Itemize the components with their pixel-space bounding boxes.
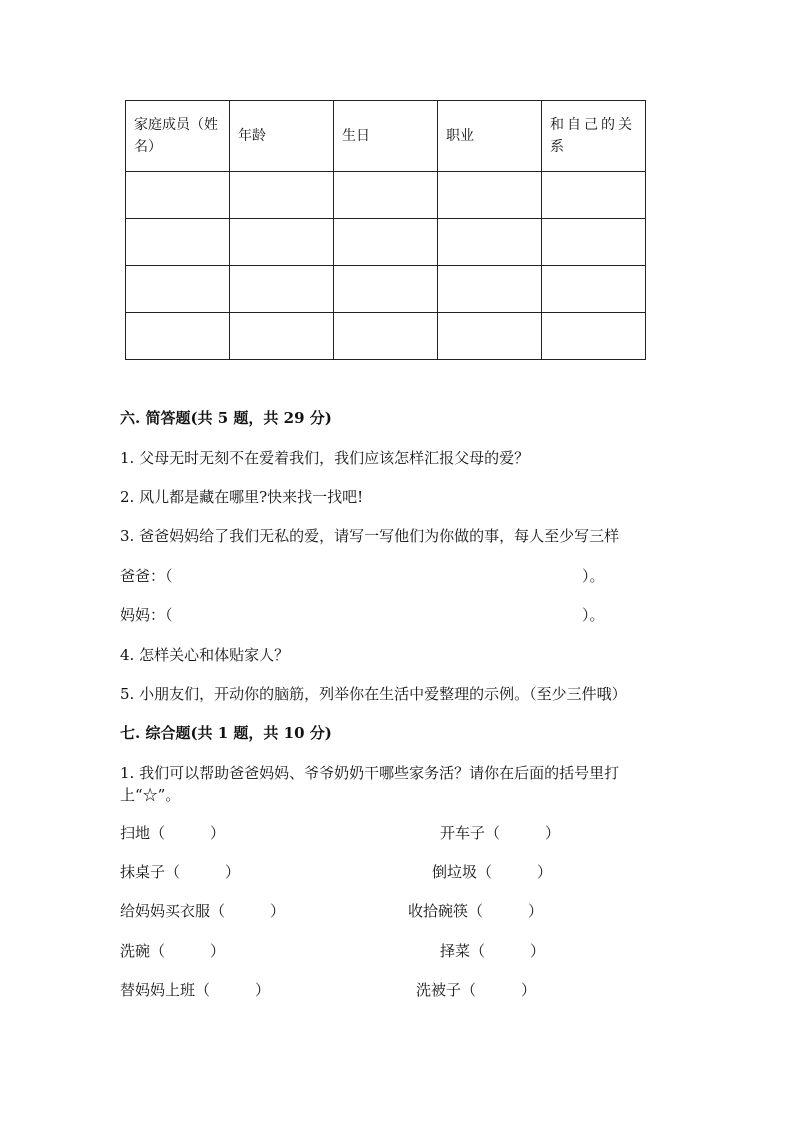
- table-cell[interactable]: [230, 266, 334, 313]
- header-age: 年龄: [230, 101, 334, 172]
- table-cell[interactable]: [542, 172, 646, 219]
- table-cell[interactable]: [126, 219, 230, 266]
- table-cell[interactable]: [230, 172, 334, 219]
- question-6-3: 3. 爸爸妈妈给了我们无私的爱，请写一写他们为你做的事，每人至少写三样: [120, 527, 620, 545]
- dad-answer-close: ）。: [582, 567, 605, 585]
- section-7-title: 七. 综合题(共 1 题，共 10 分): [120, 724, 332, 742]
- dad-answer-label: 爸爸：（: [120, 567, 173, 585]
- chore-item: 洗碗（ ）: [120, 942, 226, 960]
- chore-item: 给妈妈买衣服（ ）: [120, 902, 286, 920]
- table-cell[interactable]: [542, 313, 646, 360]
- question-6-4: 4. 怎样关心和体贴家人？: [120, 646, 290, 664]
- table-cell[interactable]: [126, 313, 230, 360]
- question-6-1: 1. 父母无时无刻不在爱着我们，我们应该怎样汇报父母的爱？: [120, 449, 530, 467]
- chore-item: 抹桌子（ ）: [120, 863, 241, 881]
- table-row: [126, 219, 646, 266]
- mom-answer-close: ）。: [582, 606, 605, 624]
- table-cell[interactable]: [438, 313, 542, 360]
- table-row: [126, 172, 646, 219]
- header-birthday: 生日: [334, 101, 438, 172]
- table-cell[interactable]: [542, 266, 646, 313]
- header-family-member: 家庭成员（姓名）: [126, 101, 230, 172]
- question-6-2: 2. 风儿都是藏在哪里?快来找一找吧!: [120, 488, 364, 506]
- section-6-title: 六. 简答题(共 5 题，共 29 分): [120, 409, 332, 427]
- chore-item: 替妈妈上班（ ）: [120, 981, 271, 999]
- chore-item: 择菜（ ）: [440, 942, 546, 960]
- chore-item: 开车子（ ）: [440, 824, 561, 842]
- table-cell[interactable]: [334, 219, 438, 266]
- table-cell[interactable]: [230, 313, 334, 360]
- table-cell[interactable]: [438, 266, 542, 313]
- mom-answer-label: 妈妈：（: [120, 606, 173, 624]
- table-row: [126, 313, 646, 360]
- table-cell[interactable]: [126, 266, 230, 313]
- table-cell[interactable]: [230, 219, 334, 266]
- table-cell[interactable]: [126, 172, 230, 219]
- table-cell[interactable]: [438, 172, 542, 219]
- family-members-table: [125, 100, 646, 360]
- chore-item: 洗被子（ ）: [416, 981, 537, 999]
- question-6-5: 5. 小朋友们，开动你的脑筋，列举你在生活中爱整理的示例。（至少三件哦）: [120, 685, 627, 703]
- chore-item: 收拾碗筷（ ）: [408, 902, 544, 920]
- table-cell[interactable]: [438, 219, 542, 266]
- table-cell[interactable]: [542, 219, 646, 266]
- chore-item: 扫地（ ）: [120, 824, 226, 842]
- question-7-1: 1. 我们可以帮助爸爸妈妈、爷爷奶奶干哪些家务活？请你在后面的括号里打上“☆”。: [120, 764, 620, 804]
- table-row: [126, 266, 646, 313]
- chore-item: 倒垃圾（ ）: [432, 863, 553, 881]
- header-occupation: 职业: [438, 101, 542, 172]
- table-cell[interactable]: [334, 266, 438, 313]
- table-cell[interactable]: [334, 313, 438, 360]
- table-header-row: [126, 101, 646, 172]
- table-cell[interactable]: [334, 172, 438, 219]
- header-relationship: 和自己的关系: [542, 101, 646, 172]
